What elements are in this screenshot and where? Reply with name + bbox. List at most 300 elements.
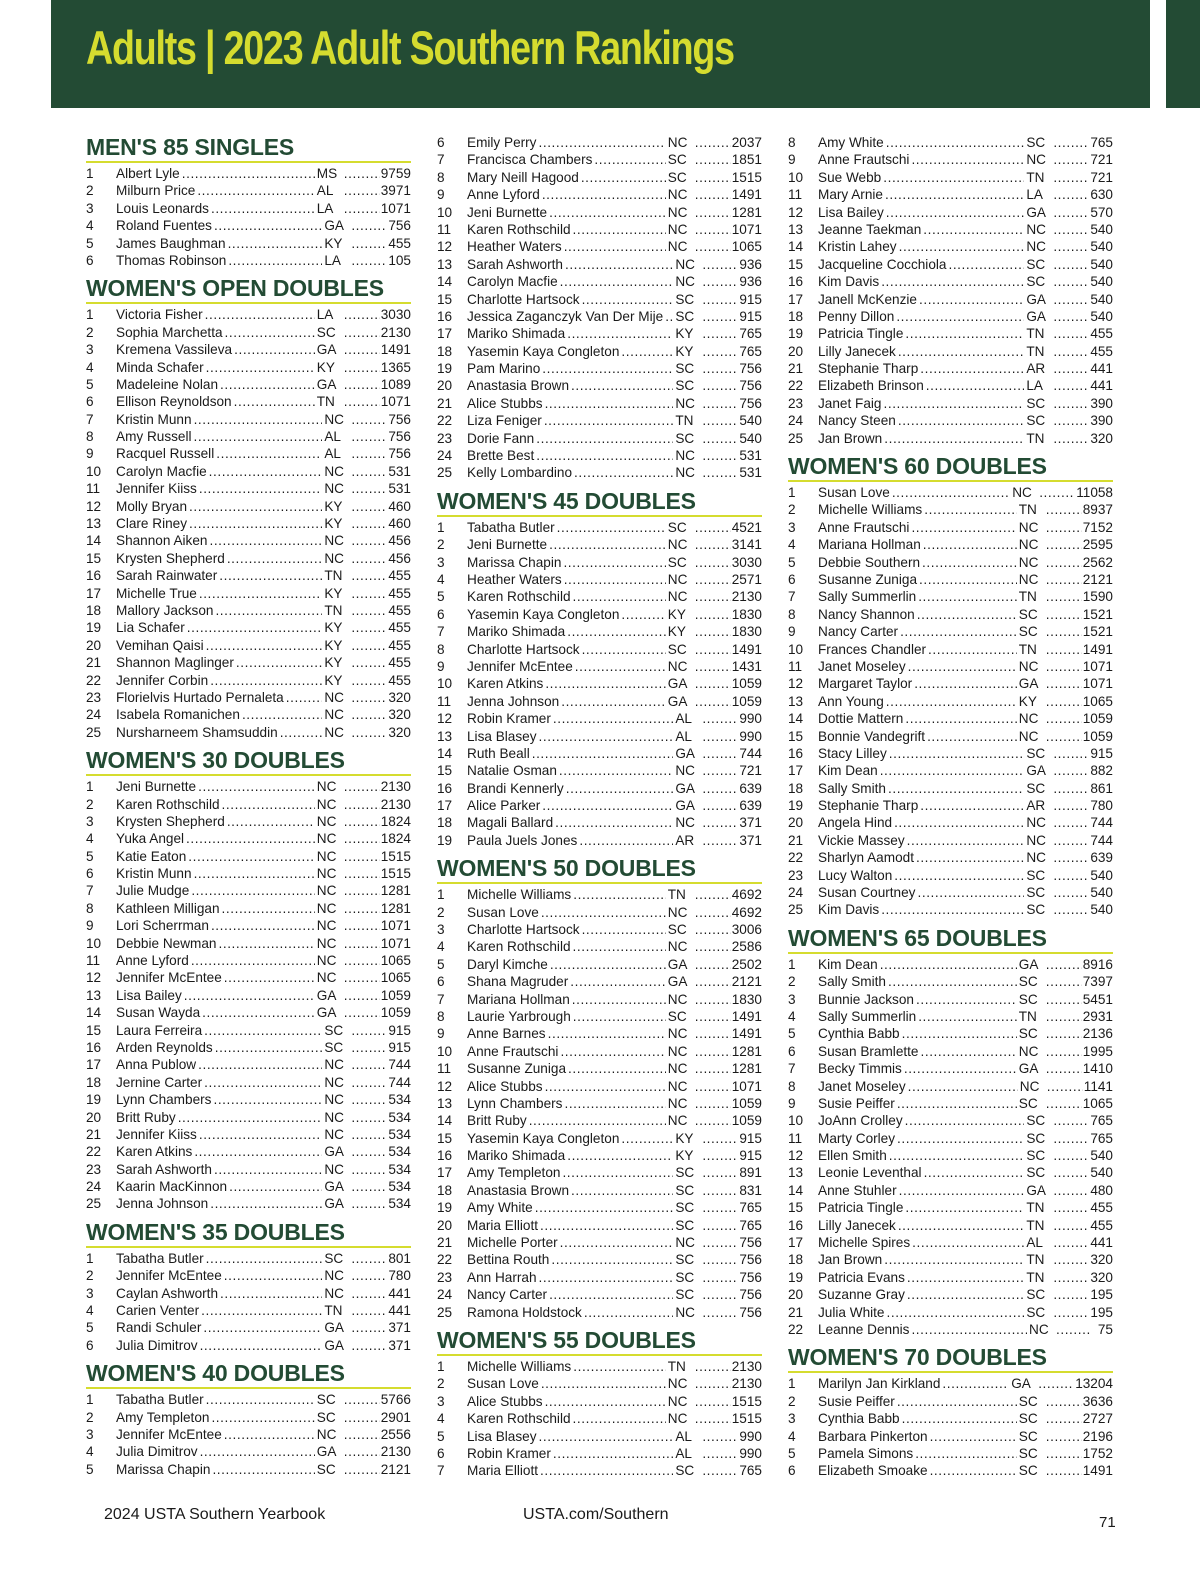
player-name: Krysten Shepherd (116, 813, 225, 829)
rank-number: 23 (86, 689, 102, 705)
state-code: NC (324, 707, 344, 723)
player-name: Karen Rothschild (467, 589, 571, 605)
ranking-section (437, 488, 762, 849)
dot-leader (1046, 1008, 1082, 1025)
player-name: Minda Schafer (116, 359, 204, 375)
points-value: 2037 (731, 135, 762, 150)
rank-number: 3 (86, 813, 94, 829)
dot-leader (1053, 134, 1089, 151)
rank-number: 12 (437, 239, 453, 255)
ranking-row (788, 623, 1113, 640)
dot-leader (228, 235, 323, 252)
dot-leader (916, 991, 1017, 1008)
points-value: 1521 (1082, 606, 1113, 622)
dot-leader (695, 1060, 731, 1077)
state-code: MS (316, 166, 338, 181)
dot-leader (351, 637, 387, 654)
dot-leader (695, 641, 731, 658)
state-code: NC (667, 221, 688, 237)
state-code: AL (316, 183, 334, 199)
ranking-row (437, 447, 762, 464)
state-code: SC (316, 1392, 336, 1408)
dot-leader (194, 428, 323, 445)
rank-number: 23 (788, 867, 804, 883)
ranking-row (437, 204, 762, 221)
player-name: Lori Scherrman (116, 918, 209, 934)
dot-leader (880, 956, 1017, 973)
ranking-row (86, 1074, 411, 1091)
rank-number: 22 (86, 1144, 102, 1160)
state-code: NC (324, 1092, 344, 1108)
rank-number: 1 (86, 779, 94, 795)
dot-leader (1053, 412, 1089, 429)
points-value: 765 (739, 1217, 762, 1233)
dot-leader (1046, 1025, 1082, 1042)
ranking-row (437, 641, 762, 658)
player-name: Janell McKenzie (818, 291, 917, 307)
player-name: Lisa Bailey (116, 987, 182, 1003)
dot-leader (562, 1164, 673, 1181)
player-name: Jennifer Kiiss (116, 481, 197, 497)
ranking-row (788, 1304, 1113, 1321)
points-value: 915 (388, 1022, 411, 1038)
rank-number: 8 (437, 641, 445, 657)
state-code: AL (324, 429, 341, 445)
points-value: 441 (388, 1303, 411, 1319)
rank-number: 16 (437, 1148, 453, 1164)
player-name: Lisa Bailey (818, 204, 884, 220)
ranking-row (437, 588, 762, 605)
rank-number: 13 (788, 221, 804, 237)
dot-leader (575, 658, 666, 675)
points-value: 1515 (731, 1411, 762, 1427)
state-code: GA (1018, 1061, 1039, 1077)
ranking-row (86, 619, 411, 636)
state-code: NC (316, 883, 337, 899)
player-name: Emily Perry (467, 135, 537, 150)
ranking-row (788, 658, 1113, 675)
state-code: TN (667, 887, 686, 903)
player-name: Kristin Munn (116, 411, 192, 427)
ranking-row (437, 780, 762, 797)
ranking-section (86, 1219, 411, 1354)
rank-number: 22 (788, 850, 804, 866)
dot-leader (286, 689, 323, 706)
ranking-row (788, 762, 1113, 779)
state-code: SC (1026, 135, 1046, 150)
player-name: Karen Atkins (116, 1144, 193, 1160)
dot-leader (351, 411, 387, 428)
state-code: NC (324, 1074, 344, 1090)
rank-number: 24 (788, 885, 804, 901)
points-value: 4692 (731, 887, 762, 903)
dot-leader (545, 675, 665, 692)
rank-number: 5 (788, 1026, 796, 1042)
rank-number: 9 (788, 1095, 796, 1111)
dot-leader (695, 554, 731, 571)
ranking-row (788, 308, 1113, 325)
state-code: GA (1026, 308, 1046, 324)
dot-leader (200, 1443, 315, 1460)
rank-number: 6 (86, 394, 94, 410)
dot-leader (1046, 1043, 1082, 1060)
dot-leader (1046, 641, 1082, 658)
rank-number: 3 (86, 342, 94, 358)
dot-leader (695, 991, 731, 1008)
dot-leader (1046, 1393, 1082, 1410)
state-code: NC (667, 939, 688, 955)
rank-number: 25 (788, 902, 804, 918)
state-code: SC (1026, 780, 1046, 796)
dot-leader (222, 900, 315, 917)
state-code: NC (1026, 850, 1046, 866)
player-name: Thomas Robinson (116, 252, 227, 268)
state-code: KY (667, 624, 686, 640)
rank-number: 17 (788, 1235, 804, 1251)
state-code: KY (675, 343, 694, 359)
dot-leader (702, 1286, 738, 1303)
state-code: KY (324, 637, 343, 653)
points-value: 455 (1090, 326, 1113, 342)
player-name: Kelly Lombardino (467, 465, 573, 481)
dot-leader (219, 567, 322, 584)
state-code: SC (1026, 1130, 1046, 1146)
points-value: 990 (739, 728, 762, 744)
points-value: 371 (739, 815, 762, 831)
state-code: TN (1026, 1252, 1045, 1268)
points-value: 455 (388, 672, 411, 688)
player-name: Molly Bryan (116, 498, 188, 514)
player-name: Amy Templeton (116, 1409, 210, 1425)
state-code: NC (667, 1078, 688, 1094)
dot-leader (574, 464, 673, 481)
dot-leader (1046, 675, 1082, 692)
ranking-row (437, 1164, 762, 1181)
dot-leader (351, 1319, 387, 1336)
dot-leader (581, 169, 666, 186)
points-value: 915 (739, 291, 762, 307)
rank-number: 10 (437, 1043, 453, 1059)
player-name: Jennifer McEntee (116, 1268, 222, 1284)
rank-number: 12 (86, 970, 102, 986)
rank-number: 17 (788, 763, 804, 779)
points-value: 2727 (1082, 1411, 1113, 1427)
state-code: NC (675, 256, 695, 272)
dot-leader (189, 498, 322, 515)
points-value: 2121 (380, 1461, 411, 1477)
rank-number: 5 (86, 848, 94, 864)
rank-number: 6 (437, 974, 445, 990)
state-code: SC (675, 378, 695, 394)
ranking-row (788, 1234, 1113, 1251)
player-name: Michelle Spires (818, 1235, 911, 1251)
points-value: 891 (739, 1165, 762, 1181)
dot-leader (564, 571, 666, 588)
dot-leader (923, 221, 1024, 238)
points-value: 2196 (1082, 1428, 1113, 1444)
dot-leader (540, 1462, 673, 1479)
dot-leader (621, 1130, 673, 1147)
player-name: Kim Davis (818, 902, 880, 918)
dot-leader (695, 151, 731, 168)
dot-leader (695, 571, 731, 588)
ranking-section (788, 453, 1113, 919)
state-code: TN (324, 568, 343, 584)
dot-leader (211, 917, 315, 934)
page-title: Adults | 2023 Adult Southern Rankings (86, 21, 734, 74)
ranking-row (788, 1095, 1113, 1112)
dot-leader (695, 1393, 731, 1410)
dot-leader (344, 969, 380, 986)
points-value: 441 (388, 1285, 411, 1301)
dot-leader (560, 273, 674, 290)
dot-leader (351, 1109, 387, 1126)
dot-leader (1046, 571, 1082, 588)
dot-leader (236, 654, 322, 671)
dot-leader (702, 710, 738, 727)
player-name: Florielvis Hurtado Pernaleta (116, 689, 284, 705)
dot-leader (536, 447, 673, 464)
dot-leader (702, 832, 738, 849)
points-value: 1071 (731, 221, 762, 237)
dot-leader (560, 1234, 674, 1251)
rank-number: 10 (788, 641, 804, 657)
rank-number: 22 (86, 672, 102, 688)
state-code: GA (316, 376, 337, 392)
ranking-row (437, 1269, 762, 1286)
dot-leader (557, 519, 666, 536)
rank-number: 4 (86, 831, 94, 847)
dot-leader (1053, 1199, 1089, 1216)
points-value: 1851 (731, 152, 762, 168)
rank-number: 7 (437, 991, 445, 1007)
dot-leader (899, 238, 1025, 255)
rank-number: 2 (86, 796, 94, 812)
points-value: 756 (739, 1269, 762, 1285)
ranking-row (86, 1443, 411, 1460)
player-name: Debbie Newman (116, 935, 217, 951)
points-value: 780 (388, 1268, 411, 1284)
dot-leader (897, 1130, 1024, 1147)
state-code: NC (316, 779, 337, 795)
ranking-row (86, 637, 411, 654)
dot-leader (206, 1250, 323, 1267)
dot-leader (894, 814, 1024, 831)
player-name: Sarah Ashworth (467, 256, 563, 272)
dot-leader (930, 1428, 1017, 1445)
player-name: Anastasia Brown (467, 1182, 570, 1198)
points-value: 320 (1090, 1252, 1113, 1268)
points-value: 2901 (380, 1409, 411, 1425)
points-value: 480 (1090, 1182, 1113, 1198)
dot-leader (1046, 693, 1082, 710)
state-code: NC (316, 900, 337, 916)
dot-leader (1046, 501, 1082, 518)
section-heading: WOMEN'S 50 DOUBLES (437, 855, 762, 884)
points-value: 1071 (380, 935, 411, 951)
dot-leader (889, 1147, 1025, 1164)
state-code: SC (1018, 1463, 1038, 1479)
player-name: Paula Juels Jones (467, 832, 578, 848)
points-value: 1410 (1082, 1061, 1113, 1077)
dot-leader (1053, 186, 1089, 203)
rank-number: 7 (788, 1061, 796, 1077)
points-value: 1281 (731, 1043, 762, 1059)
rank-number: 17 (437, 1165, 453, 1181)
ranking-row (788, 991, 1113, 1008)
rank-number: 9 (788, 152, 796, 168)
dot-leader (573, 588, 666, 605)
dot-leader (1046, 1060, 1082, 1077)
rank-number: 1 (788, 1376, 796, 1392)
dot-leader (351, 654, 387, 671)
dot-leader (344, 865, 380, 882)
ranking-row (86, 165, 411, 182)
dot-leader (1053, 1147, 1089, 1164)
player-name: Julia Dimitrov (116, 1444, 198, 1460)
points-value: 721 (1090, 152, 1113, 168)
player-name: Susan Wayda (116, 1005, 201, 1021)
rank-number: 4 (788, 1428, 796, 1444)
points-value: 2931 (1082, 1008, 1113, 1024)
ranking-row (788, 832, 1113, 849)
rank-number: 10 (86, 463, 102, 479)
player-name: Brandi Kennerly (467, 780, 564, 796)
dot-leader (573, 938, 666, 955)
points-value: 744 (388, 1057, 411, 1073)
points-value: 13204 (1075, 1376, 1113, 1392)
player-name: Robin Kramer (467, 1445, 551, 1461)
player-name: Sue Webb (818, 169, 882, 185)
dot-leader (351, 1178, 387, 1195)
dot-leader (695, 623, 731, 640)
dot-leader (198, 1056, 322, 1073)
ranking-row (788, 973, 1113, 990)
points-value: 1071 (380, 394, 411, 410)
dot-leader (702, 430, 738, 447)
dot-leader (702, 1234, 738, 1251)
ranking-row (86, 1461, 411, 1478)
rank-number: 22 (437, 1252, 453, 1268)
rank-number: 2 (86, 1409, 94, 1425)
rank-number: 15 (437, 1130, 453, 1146)
dot-leader (225, 324, 315, 341)
state-code: NC (324, 533, 344, 549)
points-value: 75 (1097, 1322, 1113, 1337)
section-heading: WOMEN'S 65 DOUBLES (788, 925, 1113, 954)
state-code: TN (1026, 1269, 1045, 1285)
ranking-row (86, 1267, 411, 1284)
state-code: NC (316, 831, 337, 847)
dot-leader (1053, 377, 1089, 394)
dot-leader (344, 306, 380, 323)
points-value: 195 (1090, 1287, 1113, 1303)
dot-leader (905, 1199, 1024, 1216)
points-value: 540 (1090, 1148, 1113, 1164)
ranking-row (437, 377, 762, 394)
points-value: 4692 (731, 904, 762, 920)
dot-leader (1053, 745, 1089, 762)
rankings-column-1 (86, 134, 411, 1484)
dot-leader (209, 532, 322, 549)
ranking-row (788, 849, 1113, 866)
dot-leader (1053, 204, 1089, 221)
dot-leader (702, 1217, 738, 1234)
player-name: Cynthia Babb (818, 1026, 900, 1042)
player-name: Sophia Marchetta (116, 324, 223, 340)
points-value: 2571 (731, 571, 762, 587)
dot-leader (695, 938, 731, 955)
rankings-column-3 (788, 134, 1113, 1486)
dot-leader (884, 430, 1024, 447)
state-code: KY (1018, 693, 1037, 709)
dot-leader (930, 1462, 1017, 1479)
rank-number: 14 (437, 274, 453, 290)
dot-leader (550, 956, 666, 973)
dot-leader (921, 1043, 1017, 1060)
ranking-row (86, 1161, 411, 1178)
rank-number: 2 (788, 1393, 796, 1409)
state-code: NC (324, 1285, 344, 1301)
points-value: 2136 (1082, 1026, 1113, 1042)
rank-number: 18 (437, 343, 453, 359)
dot-leader (695, 221, 731, 238)
rank-number: 19 (437, 361, 453, 377)
player-name: Tabatha Butler (467, 519, 555, 535)
player-name: Tabatha Butler (116, 1392, 204, 1408)
rank-number: 19 (788, 326, 804, 342)
ranking-row (86, 1195, 411, 1212)
ranking-row (86, 428, 411, 445)
points-value: 639 (1090, 850, 1113, 866)
player-name: Anne Lyford (116, 953, 189, 969)
state-code: NC (316, 918, 337, 934)
rank-number: 2 (86, 183, 94, 199)
rank-number: 1 (437, 1359, 445, 1374)
player-name: Charlotte Hartsock (467, 641, 580, 657)
section-heading: WOMEN'S 70 DOUBLES (788, 1344, 1113, 1373)
points-value: 455 (388, 620, 411, 636)
dot-leader (695, 186, 731, 203)
rank-number: 8 (788, 606, 796, 622)
section-heading: WOMEN'S 45 DOUBLES (437, 488, 762, 517)
dot-leader (351, 1195, 387, 1212)
player-name: Patricia Evans (818, 1269, 905, 1285)
rank-number: 3 (788, 519, 796, 535)
dot-leader (695, 588, 731, 605)
dot-leader (1053, 1112, 1089, 1129)
points-value: 756 (739, 378, 762, 394)
dot-leader (344, 1004, 380, 1021)
dot-leader (923, 536, 1017, 553)
player-name: Julia Dimitrov (116, 1337, 198, 1353)
player-name: Mallory Jackson (116, 602, 214, 618)
rank-number: 20 (86, 1109, 102, 1125)
points-value: 2121 (731, 974, 762, 990)
player-name: Charlotte Hartsock (467, 922, 580, 938)
dot-leader (695, 536, 731, 553)
points-value: 2556 (380, 1427, 411, 1442)
dot-leader (344, 830, 380, 847)
points-value: 456 (388, 533, 411, 549)
dot-leader (219, 935, 315, 952)
state-code: GA (667, 956, 688, 972)
player-name: Liza Feniger (467, 413, 542, 429)
dot-leader (702, 762, 738, 779)
player-name: Ramona Holdstock (467, 1304, 582, 1320)
ranking-row (788, 1269, 1113, 1286)
dot-leader (702, 1130, 738, 1147)
